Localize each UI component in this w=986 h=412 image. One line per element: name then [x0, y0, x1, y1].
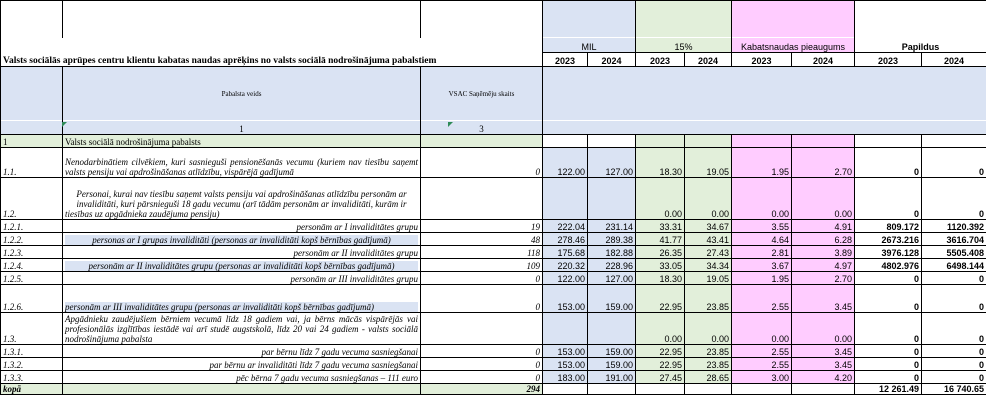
value-cell[interactable]: 1.95	[732, 272, 792, 285]
value-cell[interactable]: 0	[855, 148, 922, 178]
col-number-3[interactable]: 3	[421, 121, 543, 135]
row-description[interactable]	[63, 233, 421, 246]
value-cell[interactable]: 0	[855, 178, 922, 220]
col-number-1[interactable]: 1	[63, 121, 421, 135]
value-cell[interactable]: 2.55	[732, 358, 792, 371]
cell[interactable]	[636, 135, 685, 148]
value-cell[interactable]: 0.00	[792, 178, 855, 220]
value-cell[interactable]: 0.00	[792, 313, 855, 345]
value-cell[interactable]: 0	[922, 272, 986, 285]
value-cell[interactable]: 26.35	[636, 246, 685, 259]
row-description[interactable]	[63, 246, 421, 259]
row-count[interactable]	[421, 178, 543, 220]
value-cell[interactable]: 4.91	[792, 220, 855, 233]
value-cell[interactable]: 0	[855, 371, 922, 384]
row-number[interactable]: 1.3.1.	[1, 345, 63, 358]
row-count[interactable]: 0	[421, 272, 543, 285]
value-cell[interactable]: 0	[922, 148, 986, 178]
value-cell[interactable]: 153.00	[543, 358, 588, 371]
value-cell[interactable]: 3.45	[792, 285, 855, 313]
value-cell[interactable]: 127.00	[588, 148, 636, 178]
cell[interactable]	[922, 135, 986, 148]
row-description[interactable]	[63, 220, 421, 233]
row-number[interactable]: 1.3.2.	[1, 358, 63, 371]
cell[interactable]	[1, 38, 543, 53]
row-description[interactable]	[63, 272, 421, 285]
cell[interactable]	[543, 1, 636, 38]
col-vsac-count[interactable]: VSAC Saņēmēju skaits	[421, 67, 543, 121]
value-cell[interactable]: 153.00	[543, 285, 588, 313]
value-cell[interactable]: 231.14	[588, 220, 636, 233]
value-cell[interactable]: 2.70	[792, 272, 855, 285]
group-kabatsnaudas[interactable]: Kabatsnaudas pieaugums	[732, 38, 855, 53]
value-cell[interactable]: 22.95	[636, 345, 685, 358]
value-cell[interactable]: 182.88	[588, 246, 636, 259]
value-cell[interactable]: 122.00	[543, 272, 588, 285]
value-cell[interactable]: 0	[922, 178, 986, 220]
value-cell[interactable]: 0.00	[732, 313, 792, 345]
year-cell[interactable]: 2023	[543, 53, 588, 67]
cell[interactable]	[732, 135, 792, 148]
value-cell[interactable]: 159.00	[588, 285, 636, 313]
row-number[interactable]: 1.3.3.	[1, 371, 63, 384]
row-number[interactable]: 1.2.5.	[1, 272, 63, 285]
total-count[interactable]: 294	[421, 384, 543, 395]
cell[interactable]	[421, 135, 543, 148]
row-count[interactable]: 0	[421, 285, 543, 313]
value-cell[interactable]: 220.32	[543, 259, 588, 272]
value-cell[interactable]: 3.55	[732, 220, 792, 233]
value-cell[interactable]: 0	[922, 345, 986, 358]
cell[interactable]	[732, 384, 792, 395]
total-2024[interactable]: 16 740.65	[922, 384, 986, 395]
value-cell[interactable]: 153.00	[543, 345, 588, 358]
value-cell[interactable]: 18.30	[636, 148, 685, 178]
value-cell[interactable]: 0.00	[685, 178, 732, 220]
value-cell[interactable]: 33.05	[636, 259, 685, 272]
row-number[interactable]: 1.2.	[1, 178, 63, 220]
comment-marker-icon	[448, 122, 453, 127]
value-cell[interactable]: 28.65	[685, 371, 732, 384]
value-cell[interactable]: 159.00	[588, 358, 636, 371]
row-count[interactable]: 0	[421, 371, 543, 384]
value-cell[interactable]	[543, 178, 588, 220]
cell[interactable]	[63, 1, 421, 38]
row-description[interactable]	[63, 358, 421, 371]
row-description-text: personām ar I invaliditātes grupu	[296, 222, 418, 232]
value-cell[interactable]: 19.05	[685, 272, 732, 285]
cell[interactable]	[855, 135, 922, 148]
section-label[interactable]: Valsts sociālā nodrošinājuma pabalsts	[63, 135, 421, 148]
value-cell[interactable]: 122.00	[543, 148, 588, 178]
year-cell[interactable]: 2024	[685, 53, 732, 67]
value-cell[interactable]: 2.81	[732, 246, 792, 259]
cell[interactable]	[636, 1, 732, 38]
value-cell[interactable]: 34.34	[685, 259, 732, 272]
value-cell[interactable]	[543, 313, 588, 345]
value-cell[interactable]: 18.30	[636, 272, 685, 285]
value-cell[interactable]: 6498.144	[922, 259, 986, 272]
table-row[interactable]	[1, 313, 986, 345]
cell[interactable]	[685, 384, 732, 395]
cell[interactable]	[685, 135, 732, 148]
cell[interactable]	[792, 135, 855, 148]
row-number[interactable]: 1.2.2.	[1, 233, 63, 246]
row-number[interactable]: 1.2.3.	[1, 246, 63, 259]
row-description[interactable]	[63, 371, 421, 384]
group-papildus[interactable]: Papildus	[855, 38, 986, 53]
cell[interactable]	[421, 1, 543, 38]
value-cell[interactable]: 0.00	[636, 313, 685, 345]
value-cell[interactable]: 23.85	[685, 358, 732, 371]
value-cell[interactable]: 23.85	[685, 285, 732, 313]
cell[interactable]	[543, 135, 588, 148]
value-cell[interactable]: 809.172	[855, 220, 922, 233]
value-cell[interactable]: 0	[855, 313, 922, 345]
value-cell[interactable]: 43.41	[685, 233, 732, 246]
value-cell[interactable]: 228.96	[588, 259, 636, 272]
row-description-text: par bērnu ar invaliditāti līdz 7 gadu vecuma sasniegšanai	[209, 360, 418, 370]
value-cell[interactable]: 2.70	[792, 148, 855, 178]
value-cell[interactable]: 3.67	[732, 259, 792, 272]
year-cell[interactable]: 2023	[636, 53, 685, 67]
row-description[interactable]	[63, 345, 421, 358]
row-number[interactable]: 1.2.1.	[1, 220, 63, 233]
row-description-text: Nenodarbinātiem cilvēkiem, kuri sasnieguši pensionēšanās vecumu (kuriem nav tiesību saņemt valsts pensiju vai apdrošināšanas atlīdzību, vispārējā gadījumā	[65, 157, 418, 177]
table-row[interactable]	[1, 358, 986, 371]
table-row[interactable]	[1, 272, 986, 285]
value-cell[interactable]: 33.31	[636, 220, 685, 233]
value-cell[interactable]: 1.95	[732, 148, 792, 178]
row-description-text: pēc bērna 7 gadu vecuma sasniegšanas – 111 euro	[236, 373, 418, 383]
value-cell[interactable]: 3616.704	[922, 233, 986, 246]
year-cell[interactable]: 2024	[792, 53, 855, 67]
cell[interactable]	[588, 135, 636, 148]
value-cell[interactable]: 4.20	[792, 371, 855, 384]
row-description-text: personas ar I grupas invaliditāti (personas ar invaliditāti kopš bērnības gadījumā)	[65, 235, 418, 245]
row-description[interactable]	[63, 148, 421, 178]
value-cell[interactable]: 222.04	[543, 220, 588, 233]
value-cell[interactable]: 2.55	[732, 345, 792, 358]
value-cell[interactable]: 191.00	[588, 371, 636, 384]
table-row[interactable]	[1, 345, 986, 358]
total-label[interactable]: kopā	[1, 384, 63, 395]
value-cell[interactable]: 0	[922, 285, 986, 313]
value-cell[interactable]: 34.67	[685, 220, 732, 233]
row-count[interactable]	[421, 313, 543, 345]
row-description-text: personām ar III invaliditātes grupu (personas ar invaliditāti kopš bērnības gadījumā)	[65, 302, 418, 312]
value-cell[interactable]: 3.00	[732, 371, 792, 384]
value-cell[interactable]: 0.00	[732, 178, 792, 220]
value-cell[interactable]: 4.97	[792, 259, 855, 272]
value-cell[interactable]: 3.89	[792, 246, 855, 259]
year-cell[interactable]: 2024	[922, 53, 986, 67]
value-cell[interactable]: 0.00	[636, 178, 685, 220]
row-count[interactable]: 19	[421, 220, 543, 233]
table-row[interactable]	[1, 285, 986, 313]
cell[interactable]	[732, 1, 855, 38]
value-cell[interactable]: 3.45	[792, 358, 855, 371]
value-cell[interactable]: 23.85	[685, 345, 732, 358]
year-cell[interactable]: 2023	[855, 53, 922, 67]
row-description[interactable]	[63, 259, 421, 272]
value-cell[interactable]: 159.00	[588, 345, 636, 358]
row-description-text: personām ar II invaliditātes grupu (personas ar invaliditāti kopš bērnības gadījumā)	[65, 261, 418, 271]
value-cell[interactable]: 0	[855, 272, 922, 285]
value-cell[interactable]: 0	[922, 371, 986, 384]
value-cell[interactable]: 0	[922, 358, 986, 371]
value-cell[interactable]: 0	[855, 358, 922, 371]
value-cell[interactable]: 27.45	[636, 371, 685, 384]
row-description-text: personām ar III invaliditātes grupu	[290, 274, 418, 284]
value-cell[interactable]: 2673.216	[855, 233, 922, 246]
col-pabalsta-veids[interactable]: Pabalsta veids	[63, 67, 421, 121]
row-count[interactable]: 48	[421, 233, 543, 246]
cell[interactable]	[543, 121, 986, 135]
cell[interactable]	[636, 384, 685, 395]
value-cell[interactable]	[588, 178, 636, 220]
row-count[interactable]: 109	[421, 259, 543, 272]
value-cell[interactable]: 22.95	[636, 358, 685, 371]
row-number[interactable]: 1.3.	[1, 313, 63, 345]
section-number[interactable]: 1	[1, 135, 63, 148]
value-cell[interactable]: 127.00	[588, 272, 636, 285]
value-cell[interactable]: 4.64	[732, 233, 792, 246]
row-description[interactable]	[63, 313, 421, 345]
table-row[interactable]	[1, 246, 986, 259]
value-cell[interactable]: 3976.128	[855, 246, 922, 259]
value-cell[interactable]: 5505.408	[922, 246, 986, 259]
table-row[interactable]	[1, 259, 986, 272]
value-cell[interactable]: 1120.392	[922, 220, 986, 233]
cell[interactable]	[588, 384, 636, 395]
value-cell[interactable]	[588, 313, 636, 345]
value-cell[interactable]: 183.00	[543, 371, 588, 384]
table-row[interactable]	[1, 233, 986, 246]
row-count[interactable]: 118	[421, 246, 543, 259]
row-number[interactable]: 1.1.	[1, 148, 63, 178]
value-cell[interactable]: 27.43	[685, 246, 732, 259]
row-description[interactable]	[63, 285, 421, 313]
group-mil[interactable]: MIL	[543, 38, 636, 53]
table-row[interactable]	[1, 371, 986, 384]
value-cell[interactable]: 22.95	[636, 285, 685, 313]
total-2023[interactable]: 12 261.49	[855, 384, 922, 395]
cell[interactable]	[1, 121, 63, 135]
value-cell[interactable]: 0	[922, 313, 986, 345]
value-cell[interactable]: 41.77	[636, 233, 685, 246]
row-description-text: Personai, kurai nav tiesību saņemt valsts pensiju vai apdrošināšanas atlīdzību personām ar invaliditāti, kuri pārsnieguši 18 gadu vecumu (arī tādām personām ar invaliditāti, kurām ir tiesības uz apgādnieka zaudējuma pensiju)	[65, 189, 407, 219]
table-title[interactable]: Valsts sociālās aprūpes centru klientu kabatas naudas aprēķins no valsts sociālā nodrošinājuma pabalstiem	[1, 53, 543, 67]
value-cell[interactable]: 0	[855, 285, 922, 313]
year-cell[interactable]: 2023	[732, 53, 792, 67]
row-count[interactable]: 0	[421, 358, 543, 371]
row-description-text: personām ar II invaliditātes grupu	[293, 248, 418, 258]
cell[interactable]	[855, 1, 986, 38]
row-count[interactable]: 0	[421, 345, 543, 358]
value-cell[interactable]: 6.28	[792, 233, 855, 246]
table-row[interactable]	[1, 220, 986, 233]
row-description-text: Apgādnieku zaudējušiem bērniem vecumā līdz 18 gadiem vai, ja bērns mācās vispārējās vai profesionālās izglītības iestādē vai arī studē augstskolā, līdz 20 vai 24 gadiem - valsts sociālā nodrošinājuma pabalsta	[65, 314, 418, 344]
table-row[interactable]	[1, 148, 986, 178]
row-number[interactable]: 1.2.4.	[1, 259, 63, 272]
value-cell[interactable]: 278.46	[543, 233, 588, 246]
table-row[interactable]	[1, 178, 986, 220]
value-cell[interactable]: 2.55	[732, 285, 792, 313]
value-cell[interactable]: 0.00	[685, 313, 732, 345]
row-count[interactable]: 0	[421, 148, 543, 178]
cell[interactable]	[543, 384, 588, 395]
value-cell[interactable]: 289.38	[588, 233, 636, 246]
row-number[interactable]: 1.2.6.	[1, 285, 63, 313]
value-cell[interactable]: 19.05	[685, 148, 732, 178]
row-description[interactable]	[63, 178, 421, 220]
group-15pct[interactable]: 15%	[636, 38, 732, 53]
value-cell[interactable]: 175.68	[543, 246, 588, 259]
year-cell[interactable]: 2024	[588, 53, 636, 67]
cell[interactable]	[1, 1, 63, 38]
value-cell[interactable]: 3.45	[792, 345, 855, 358]
value-cell[interactable]: 4802.976	[855, 259, 922, 272]
cell[interactable]	[792, 384, 855, 395]
comment-marker-icon	[62, 122, 67, 127]
row-description-text: par bērnu līdz 7 gadu vecuma sasniegšanai	[261, 347, 418, 357]
cell[interactable]	[63, 384, 421, 395]
cell[interactable]	[543, 67, 986, 121]
cell[interactable]	[1, 67, 63, 121]
value-cell[interactable]: 0	[855, 345, 922, 358]
